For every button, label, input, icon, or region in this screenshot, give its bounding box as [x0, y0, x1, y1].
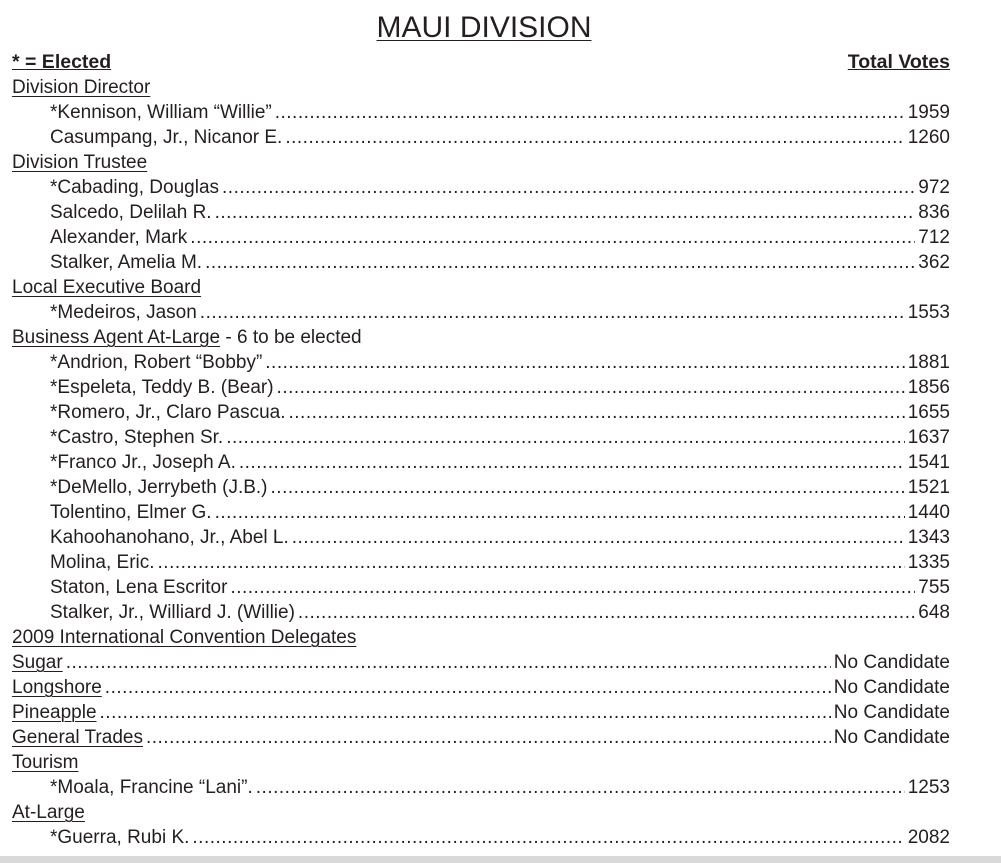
dot-leader — [158, 550, 905, 575]
vote-total: 1521 — [907, 477, 950, 498]
candidate-name: *Romero, Jr., Claro Pascua. — [50, 402, 286, 423]
candidate-row — [12, 600, 950, 625]
candidate-row — [12, 575, 950, 600]
candidate-row — [12, 175, 950, 200]
candidate-row — [12, 225, 950, 250]
candidate-name: *Castro, Stephen Sr. — [50, 427, 224, 448]
candidate-row — [12, 450, 950, 475]
category-row — [12, 675, 950, 700]
section-note: - 6 to be elected — [220, 327, 362, 348]
candidate-row — [12, 825, 950, 850]
category-name: Pineapple — [12, 702, 97, 723]
dot-leader — [265, 350, 904, 375]
dot-leader — [230, 575, 915, 600]
candidate-name: *Cabading, Douglas — [50, 177, 220, 198]
dot-leader — [275, 100, 905, 125]
section-label: Division Director — [12, 77, 151, 98]
candidate-name: Tolentino, Elmer G. — [50, 502, 212, 523]
vote-total: 648 — [918, 602, 950, 623]
dot-leader — [205, 250, 915, 275]
vote-total: 755 — [918, 577, 950, 598]
candidate-name: Salcedo, Delilah R. — [50, 202, 212, 223]
candidate-name: *Guerra, Rubi K. — [50, 827, 190, 848]
candidate-row — [12, 200, 950, 225]
candidate-row — [12, 250, 950, 275]
section-heading — [12, 750, 950, 775]
candidate-name: Stalker, Jr., Williard J. (Willie) — [50, 602, 295, 623]
column-header-row — [12, 50, 950, 75]
vote-total: No Candidate — [833, 677, 950, 698]
vote-total: 712 — [918, 227, 950, 248]
dot-leader — [298, 600, 915, 625]
candidate-name: Molina, Eric. — [50, 552, 155, 573]
dot-leader — [277, 375, 905, 400]
vote-total: 1553 — [907, 302, 950, 323]
total-votes-header: Total Votes — [847, 51, 950, 73]
dot-leader — [200, 300, 905, 325]
dot-leader — [256, 775, 905, 800]
dot-leader — [292, 525, 905, 550]
vote-total: 836 — [918, 202, 950, 223]
candidate-name: *Andrion, Robert “Bobby” — [50, 352, 263, 373]
candidate-name: *Franco Jr., Joseph A. — [50, 452, 236, 473]
section-label: Local Executive Board — [12, 277, 202, 298]
candidate-name: Staton, Lena Escritor — [50, 577, 228, 598]
vote-total: 362 — [918, 252, 950, 273]
vote-total: No Candidate — [833, 652, 950, 673]
candidate-row — [12, 425, 950, 450]
dot-leader — [285, 125, 904, 150]
dot-leader — [239, 450, 905, 475]
dot-leader — [190, 225, 915, 250]
section-label: Tourism — [12, 752, 79, 773]
category-name: General Trades — [12, 727, 143, 748]
vote-total: 1335 — [907, 552, 950, 573]
candidate-name: *Medeiros, Jason — [50, 302, 197, 323]
dot-leader — [192, 825, 904, 850]
candidate-row — [12, 525, 950, 550]
vote-total: 1440 — [907, 502, 950, 523]
section-label: 2009 International Convention Delegates — [12, 627, 357, 648]
category-name: Sugar — [12, 652, 63, 673]
candidate-row — [12, 550, 950, 575]
vote-total: No Candidate — [833, 727, 950, 748]
section-heading — [12, 150, 950, 175]
vote-total: 972 — [918, 177, 950, 198]
section-heading — [12, 75, 950, 100]
section-label: Division Trustee — [12, 152, 148, 173]
category-name: Longshore — [12, 677, 102, 698]
candidate-row — [12, 475, 950, 500]
candidate-name: *Moala, Francine “Lani”. — [50, 777, 253, 798]
vote-total: 1856 — [907, 377, 950, 398]
candidate-name: *Espeleta, Teddy B. (Bear) — [50, 377, 274, 398]
section-heading — [12, 325, 950, 350]
vote-total: 1253 — [907, 777, 950, 798]
category-row — [12, 700, 950, 725]
vote-total: 1881 — [907, 352, 950, 373]
dot-leader — [215, 500, 905, 525]
section-heading — [12, 625, 950, 650]
dot-leader — [100, 700, 831, 725]
vote-total: 1655 — [907, 402, 950, 423]
candidate-row — [12, 775, 950, 800]
candidate-row — [12, 100, 950, 125]
candidate-row — [12, 350, 950, 375]
dot-leader — [215, 200, 916, 225]
candidate-name: Kahoohanohano, Jr., Abel L. — [50, 527, 289, 548]
category-row — [12, 725, 950, 750]
vote-total: 2082 — [907, 827, 950, 848]
page-bottom-divider — [0, 856, 1001, 863]
page-title: MAUI DIVISION — [376, 11, 592, 44]
candidate-row — [12, 375, 950, 400]
candidate-name: Casumpang, Jr., Nicanor E. — [50, 127, 283, 148]
results-list — [12, 75, 950, 850]
candidate-name: *Kennison, William “Willie” — [50, 102, 272, 123]
dot-leader — [222, 175, 915, 200]
section-label: Business Agent At-Large — [12, 327, 221, 348]
section-label: At-Large — [12, 802, 85, 823]
category-row — [12, 650, 950, 675]
dot-leader — [226, 425, 905, 450]
vote-total: 1343 — [907, 527, 950, 548]
vote-total: No Candidate — [833, 702, 950, 723]
elected-legend: * = Elected — [12, 51, 112, 73]
dot-leader — [288, 400, 904, 425]
candidate-row — [12, 500, 950, 525]
vote-total: 1541 — [907, 452, 950, 473]
vote-total: 1959 — [907, 102, 950, 123]
candidate-name: Alexander, Mark — [50, 227, 188, 248]
section-heading — [12, 800, 950, 825]
candidate-name: *DeMello, Jerrybeth (J.B.) — [50, 477, 268, 498]
dot-leader — [146, 725, 831, 750]
candidate-row — [12, 125, 950, 150]
dot-leader — [66, 650, 831, 675]
candidate-name: Stalker, Amelia M. — [50, 252, 203, 273]
vote-total: 1637 — [907, 427, 950, 448]
candidate-row — [12, 400, 950, 425]
candidate-row — [12, 300, 950, 325]
dot-leader — [271, 475, 905, 500]
vote-total: 1260 — [907, 127, 950, 148]
dot-leader — [105, 675, 831, 700]
section-heading — [12, 275, 950, 300]
